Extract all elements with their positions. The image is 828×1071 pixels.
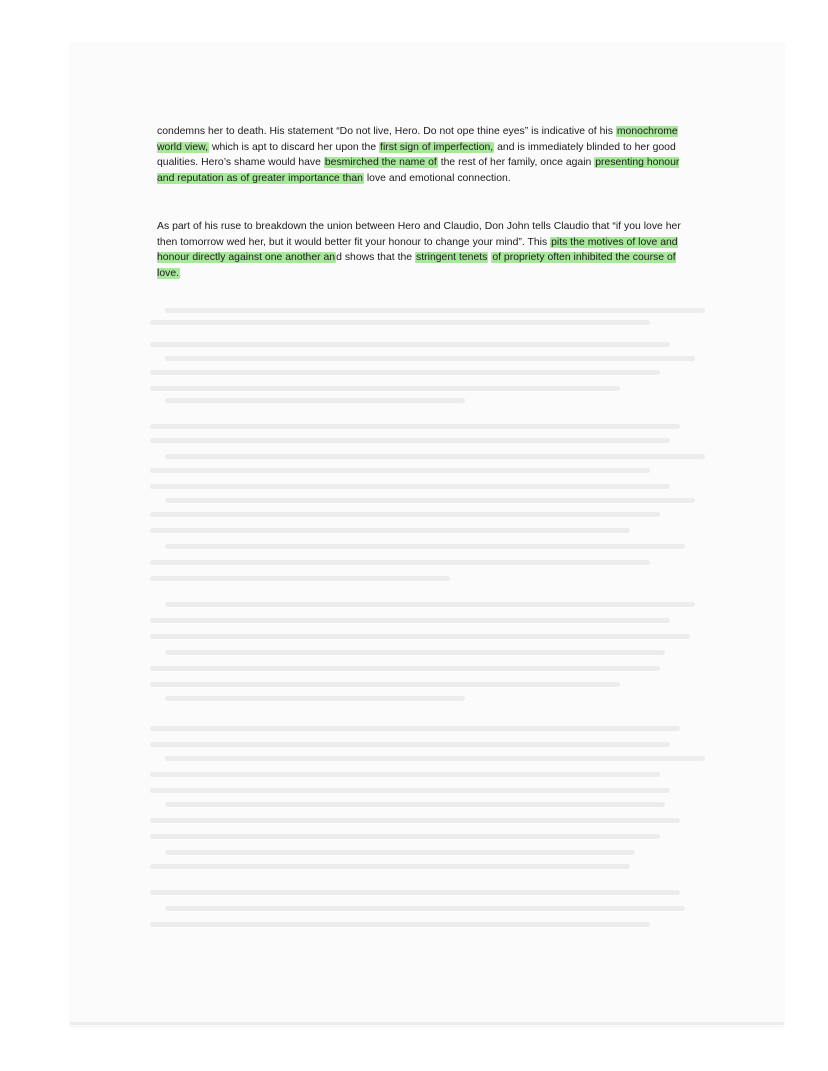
paragraph-2 bbox=[157, 219, 697, 282]
text-segment: love and emotional connection. bbox=[363, 173, 511, 185]
highlighted-text: stringent tenets bbox=[416, 252, 488, 264]
text-segment: the rest of her family, once again bbox=[437, 157, 595, 169]
highlighted-text: pits the motives of love and honour directly against one another an bbox=[157, 236, 678, 264]
text-segment: and is immediately blinded to her good qualities. Hero’s shame would have bbox=[157, 141, 676, 169]
highlighted-text: besmirched the name of bbox=[324, 157, 437, 169]
text-segment: which is apt to discard her upon the bbox=[209, 141, 380, 153]
text-segment: condemns her to death. His statement “Do not live, Hero. Do not ope thine eyes” is indicative of his bbox=[157, 126, 616, 137]
paper-bottom-edge bbox=[70, 1022, 784, 1025]
highlighted-text: presenting honour and reputation as of greater importance than bbox=[157, 157, 680, 185]
text-segment: As part of his ruse to breakdown the union between Hero and Claudio, Don John tells Claudio that “if you love her then tomorrow wed her, but it would better fit your honour to change your mind”. This bbox=[157, 221, 681, 248]
paragraph-1 bbox=[157, 124, 697, 187]
highlighted-text: monochrome world view, bbox=[157, 126, 678, 153]
paper-sheet bbox=[70, 42, 784, 1026]
text-segment: d shows that the bbox=[336, 252, 416, 264]
highlighted-text: of propriety often inhibited the course of love. bbox=[157, 252, 676, 280]
highlighted-text: first sign of imperfection, bbox=[380, 141, 494, 153]
